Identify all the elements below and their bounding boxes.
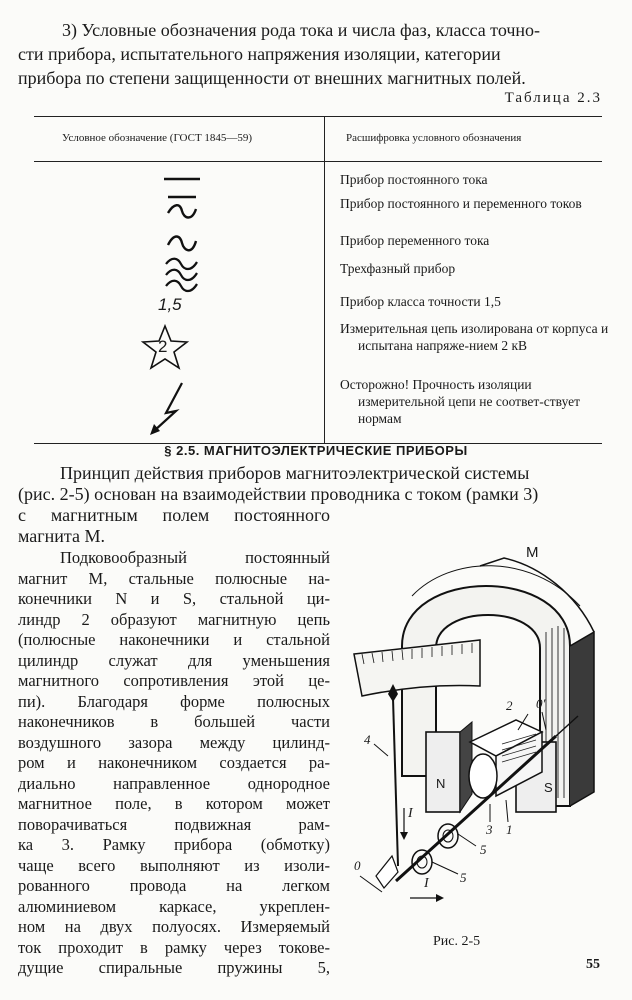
text-line: воздушного зазора между цилинд- <box>18 732 330 752</box>
text-line: поворачиваться подвижная рам- <box>18 814 330 834</box>
label-3: 3 <box>486 822 493 837</box>
text-line: ром и наконечником создается ра- <box>18 753 330 772</box>
text-line: алюминиевом каркасе, укреплен- <box>18 896 330 916</box>
table-column-divider <box>324 117 325 443</box>
label-0-prime: 0' <box>536 696 546 711</box>
label-current-2: I <box>424 876 429 891</box>
row-text: Прибор постоянного тока <box>340 172 488 187</box>
text-line: магнитное поле, в котором может <box>18 794 330 813</box>
accuracy-class-symbol: 1,5 <box>158 295 182 314</box>
label-s: S <box>544 780 553 795</box>
intro-line: 3) Условные обозначения рода тока и числа фаз, класса точно- <box>62 20 541 40</box>
intro-line: прибора по степени защищенности от внешних магнитных полей. <box>18 68 526 88</box>
text-line: Принцип действия приборов магнитоэлектрической системы <box>60 463 530 483</box>
intro-paragraph <box>18 18 602 90</box>
text-line: магнит M, стальные полюсные на- <box>18 568 330 588</box>
three-phase-symbol <box>152 254 212 294</box>
text-line: (полюсные наконечники и стальной <box>18 630 330 649</box>
text-line: пи). Благодаря форме полюсных <box>18 691 330 711</box>
text-line: магнита M. <box>18 526 105 546</box>
text-line: ка 3. Рамку прибора (обмотку) <box>18 835 330 854</box>
label-m: M <box>526 544 539 561</box>
text-line: цилиндр служат для уменьшения <box>18 650 330 670</box>
ac-dc-symbol <box>152 191 212 227</box>
label-2: 2 <box>506 698 513 713</box>
text-line: Подковообразный постоянный <box>60 548 330 567</box>
text-line: чаще всего выполняют из изоли- <box>18 855 330 875</box>
table-header-left: Условное обозначение (ГОСТ 1845—59) <box>62 132 253 144</box>
figure-caption: Рис. 2-5 <box>433 934 481 949</box>
intro-line: сти прибора, испытательного напряжения изоляции, категории <box>18 44 501 64</box>
row-text: Осторожно! Прочность изоляции измерительной цепи не соответ-ствует нормам <box>340 377 581 426</box>
star-symbol <box>140 323 190 373</box>
row-text: Трехфазный прибор <box>340 261 456 276</box>
text-line: магнитного сопротивления этой це- <box>18 671 330 690</box>
table-header-right: Расшифровка условного обозначения <box>346 132 522 144</box>
paragraph-2 <box>18 548 330 979</box>
text-line: наконечников в большей части <box>18 712 330 731</box>
text-line: рованного провода на легком <box>18 876 330 895</box>
row-text: Прибор переменного тока <box>340 233 490 248</box>
text-line: ток проходит в рамку через токове- <box>18 937 330 957</box>
text-line: дущие спиральные пружины 5, <box>18 958 330 977</box>
dc-line-symbol <box>152 169 212 189</box>
text-line: (рис. 2-5) основан на взаимодействии проводника с током (рамки 3) <box>18 484 539 504</box>
label-5-upper: 5 <box>480 842 487 857</box>
label-4: 4 <box>364 732 371 747</box>
text-line: диально направленное однородное <box>18 773 330 793</box>
label-5-lower: 5 <box>460 870 467 885</box>
text-line: линдр 2 образуют магнитную цепь <box>18 609 330 629</box>
row-text: Измерительная цепь изолирована от корпуса и испытана напряже-нием 2 кВ <box>340 321 609 353</box>
label-1: 1 <box>506 822 513 837</box>
text-line: ном на двух полуосях. Измеряемый <box>18 917 330 936</box>
text-line: с магнитным полем постоянного <box>18 505 330 525</box>
paragraph-1 <box>18 463 602 547</box>
label-n: N <box>436 776 446 791</box>
lightning-arrow-symbol <box>142 379 192 437</box>
label-0: 0 <box>354 858 361 873</box>
magnetoelectric-mechanism-drawing <box>340 536 620 926</box>
page-number: 55 <box>586 957 600 972</box>
text-line: конечники N и S, стальной ци- <box>18 589 330 608</box>
table-header-divider <box>34 161 602 162</box>
row-text: Прибор постоянного и переменного токов <box>340 196 582 211</box>
star-number: 2 <box>158 337 168 356</box>
table-caption: Таблица 2.3 <box>504 90 602 106</box>
label-current-1: I <box>408 806 413 821</box>
row-text: Прибор класса точности 1,5 <box>340 294 501 309</box>
symbols-table <box>34 116 609 444</box>
figure-2-5 <box>340 536 620 926</box>
section-title: § 2.5. МАГНИТОЭЛЕКТРИЧЕСКИЕ ПРИБОРЫ <box>164 443 468 458</box>
